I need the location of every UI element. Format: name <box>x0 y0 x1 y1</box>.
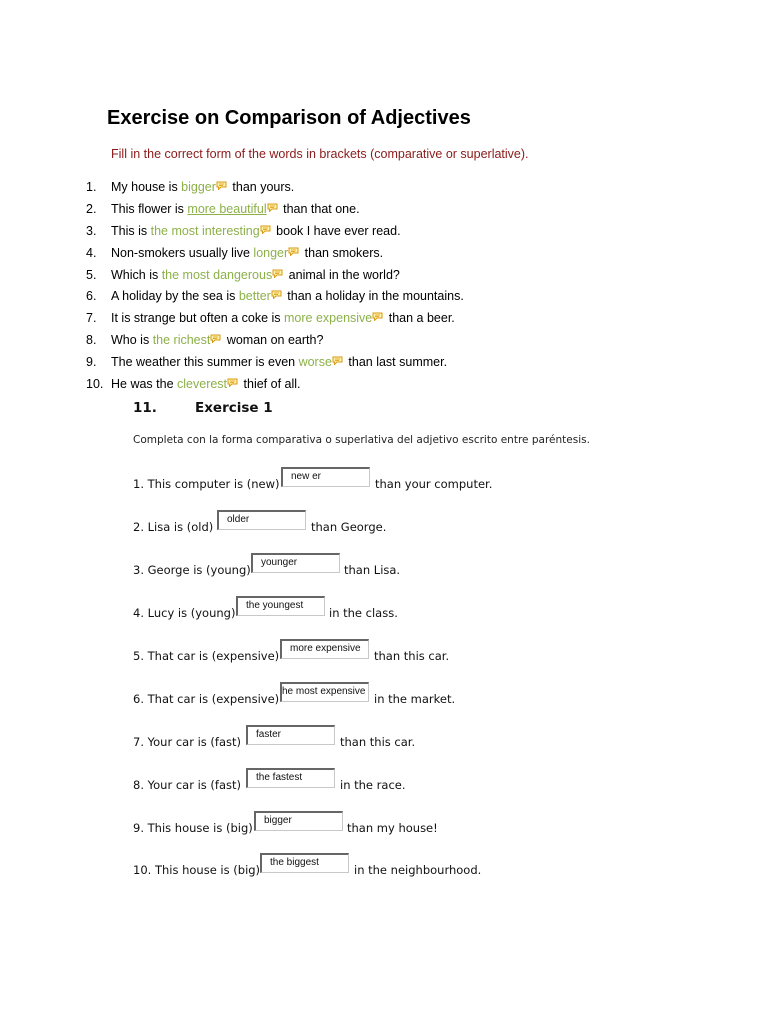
answer-text: cleverest <box>177 377 228 392</box>
answer-input[interactable]: younger <box>251 553 340 573</box>
item-number: 2. <box>86 201 97 216</box>
item-text-before: Non-smokers usually live <box>111 245 254 260</box>
item-text-after: than a beer. <box>385 311 455 326</box>
item-text-before: Who is <box>111 333 153 348</box>
list-item <box>86 375 726 397</box>
item-text-after: than yours. <box>228 180 295 194</box>
note-icon[interactable] <box>210 334 221 343</box>
item-text-after: animal in the world? <box>285 267 400 282</box>
answer-input[interactable]: more expensive <box>280 639 369 659</box>
answer-text: better <box>238 289 271 304</box>
note-icon[interactable] <box>372 312 383 321</box>
note-icon[interactable] <box>267 203 278 212</box>
item-text-after: than smokers. <box>301 245 384 260</box>
row-prompt: 1. This computer is (new) <box>133 477 280 491</box>
exercise1-title: Exercise 1 <box>195 400 273 416</box>
answer-text: worse <box>298 355 332 370</box>
row-after: than this car. <box>374 649 450 663</box>
note-icon[interactable] <box>288 247 299 256</box>
row-after: in the race. <box>340 778 406 792</box>
item-text-before: A holiday by the sea is <box>111 289 239 304</box>
row-prompt: 3. George is (young) <box>133 563 251 577</box>
item-number: 1. <box>86 180 97 194</box>
row-after: than Lisa. <box>344 563 401 577</box>
item-number: 8. <box>86 333 97 348</box>
item-number: 9. <box>86 355 97 370</box>
answer-input[interactable]: the youngest <box>236 596 325 616</box>
row-prompt: 5. That car is (expensive) <box>133 649 280 663</box>
note-icon[interactable] <box>272 269 283 278</box>
item-number: 4. <box>86 245 97 260</box>
row-after: than George. <box>311 520 387 534</box>
row-prompt: 8. Your car is (fast) <box>133 778 241 792</box>
item-text-after: book I have ever read. <box>272 223 401 238</box>
answer-text: the richest <box>152 333 211 348</box>
row-after: in the neighbourhood. <box>354 863 482 877</box>
answer-input[interactable]: he most expensive <box>280 682 369 702</box>
list-item <box>86 200 726 222</box>
item-number: 10. <box>86 377 104 392</box>
row-prompt: 2. Lisa is (old) <box>133 520 214 534</box>
answer-input[interactable]: the fastest <box>246 768 335 788</box>
item-text-before: Which is <box>111 267 162 282</box>
answer-text: longer <box>253 245 289 260</box>
answer-input[interactable]: faster <box>246 725 335 745</box>
answer-text: bigger <box>181 180 216 194</box>
note-icon[interactable] <box>227 378 238 387</box>
item-number: 3. <box>86 223 97 238</box>
item-text-before: It is strange but often a coke is <box>111 311 285 326</box>
item-text-after: than a holiday in the mountains. <box>283 289 464 304</box>
answer-text: the most dangerous <box>161 267 273 282</box>
item-number: 5. <box>86 267 97 282</box>
list-item <box>86 178 726 200</box>
row-prompt: 6. That car is (expensive) <box>133 692 280 706</box>
row-after: than this car. <box>340 735 416 749</box>
item-text-before: This is <box>111 223 151 238</box>
exercise1-instruction: Completa con la forma comparativa o superlativa del adjetivo escrito entre paréntesis. <box>133 434 590 446</box>
item-text-after: than that one. <box>279 201 360 216</box>
item-text-before: The weather this summer is even <box>111 355 299 370</box>
note-icon[interactable] <box>216 181 227 190</box>
item-text-after: thief of all. <box>240 377 301 392</box>
note-icon[interactable] <box>332 356 343 365</box>
list-item <box>86 222 726 244</box>
answer-text: the most interesting <box>150 223 260 238</box>
item-number: 6. <box>86 289 97 304</box>
instruction-text: Fill in the correct form of the words in brackets (comparative or superlative). <box>111 147 529 161</box>
row-prompt: 9. This house is (big) <box>133 821 253 835</box>
answer-text: more expensive <box>284 311 373 326</box>
row-prompt: 7. Your car is (fast) <box>133 735 241 749</box>
exercise1-heading <box>133 400 273 416</box>
item-text-before: He was the <box>111 377 178 392</box>
list-item <box>86 244 726 266</box>
row-prompt: 10. This house is (big) <box>133 863 261 877</box>
exercise-list <box>86 178 726 397</box>
answer-input[interactable]: older <box>217 510 306 530</box>
note-icon[interactable] <box>260 225 271 234</box>
item-text-after: than last summer. <box>344 355 448 370</box>
item-text-after: woman on earth? <box>223 333 324 348</box>
answer-input[interactable]: the biggest <box>260 853 349 873</box>
row-after: in the class. <box>329 606 398 620</box>
list-item <box>86 266 726 288</box>
page-title: Exercise on Comparison of Adjectives <box>107 107 471 129</box>
row-after: than my house! <box>347 821 438 835</box>
answer-text: more beautiful <box>187 201 267 216</box>
item-text-before: This flower is <box>111 201 188 216</box>
list-item <box>86 331 726 353</box>
answer-input[interactable]: bigger <box>254 811 343 831</box>
list-item <box>86 287 726 309</box>
row-after: in the market. <box>374 692 456 706</box>
answer-input[interactable]: new er <box>281 467 370 487</box>
list-item <box>86 353 726 375</box>
exercise1-number: 11. <box>133 400 157 416</box>
item-text-before: My house is <box>111 180 182 194</box>
list-item <box>86 309 726 331</box>
note-icon[interactable] <box>271 290 282 299</box>
item-number: 7. <box>86 311 97 326</box>
row-prompt: 4. Lucy is (young) <box>133 606 236 620</box>
row-after: than your computer. <box>375 477 493 491</box>
